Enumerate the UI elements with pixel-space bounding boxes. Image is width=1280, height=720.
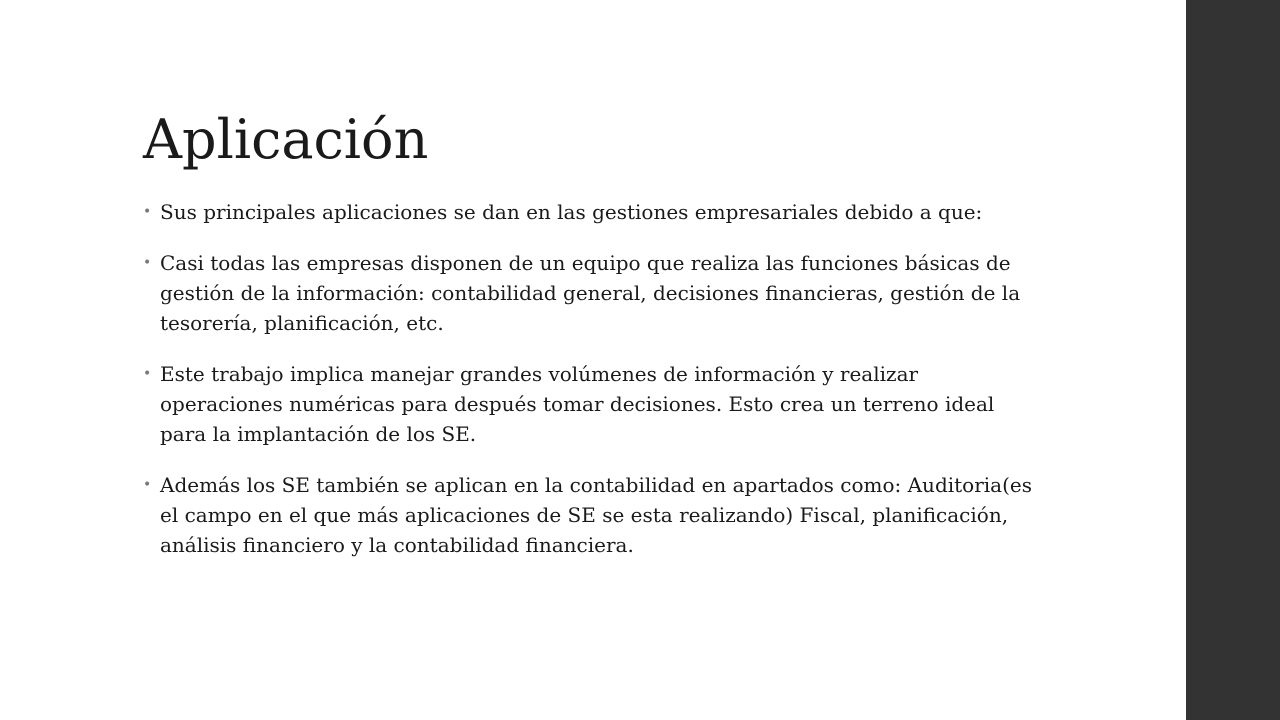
bullet-marker: •	[143, 204, 152, 220]
bullet-marker: •	[143, 255, 152, 271]
slide-title: Aplicación	[143, 108, 429, 171]
bullet-text: Además los SE también se aplican en la contabilidad en apartados como: Auditoria(es el campo en el que más aplicaciones de SE se esta realizando) Fiscal, planificación, análisis financiero y la contabilidad financiera.	[160, 473, 1033, 557]
bullet-item	[143, 197, 1043, 227]
bullet-item	[143, 248, 1043, 338]
side-accent-bar	[1186, 0, 1280, 720]
bullet-marker: •	[143, 477, 152, 493]
bullet-text: Casi todas las empresas disponen de un equipo que realiza las funciones básicas de gestión de la información: contabilidad general, decisiones financieras, gestión de la tesorería, planificación, etc.	[160, 251, 1021, 335]
bullet-item	[143, 359, 1043, 449]
bullet-marker: •	[143, 366, 152, 382]
bullet-text: Este trabajo implica manejar grandes volúmenes de información y realizar operaciones numéricas para después tomar decisiones. Esto crea un terreno ideal para la implantación de los SE.	[160, 362, 995, 446]
bullet-text: Sus principales aplicaciones se dan en las gestiones empresariales debido a que:	[160, 200, 983, 224]
bullet-list	[143, 197, 1043, 581]
bullet-item	[143, 470, 1043, 560]
